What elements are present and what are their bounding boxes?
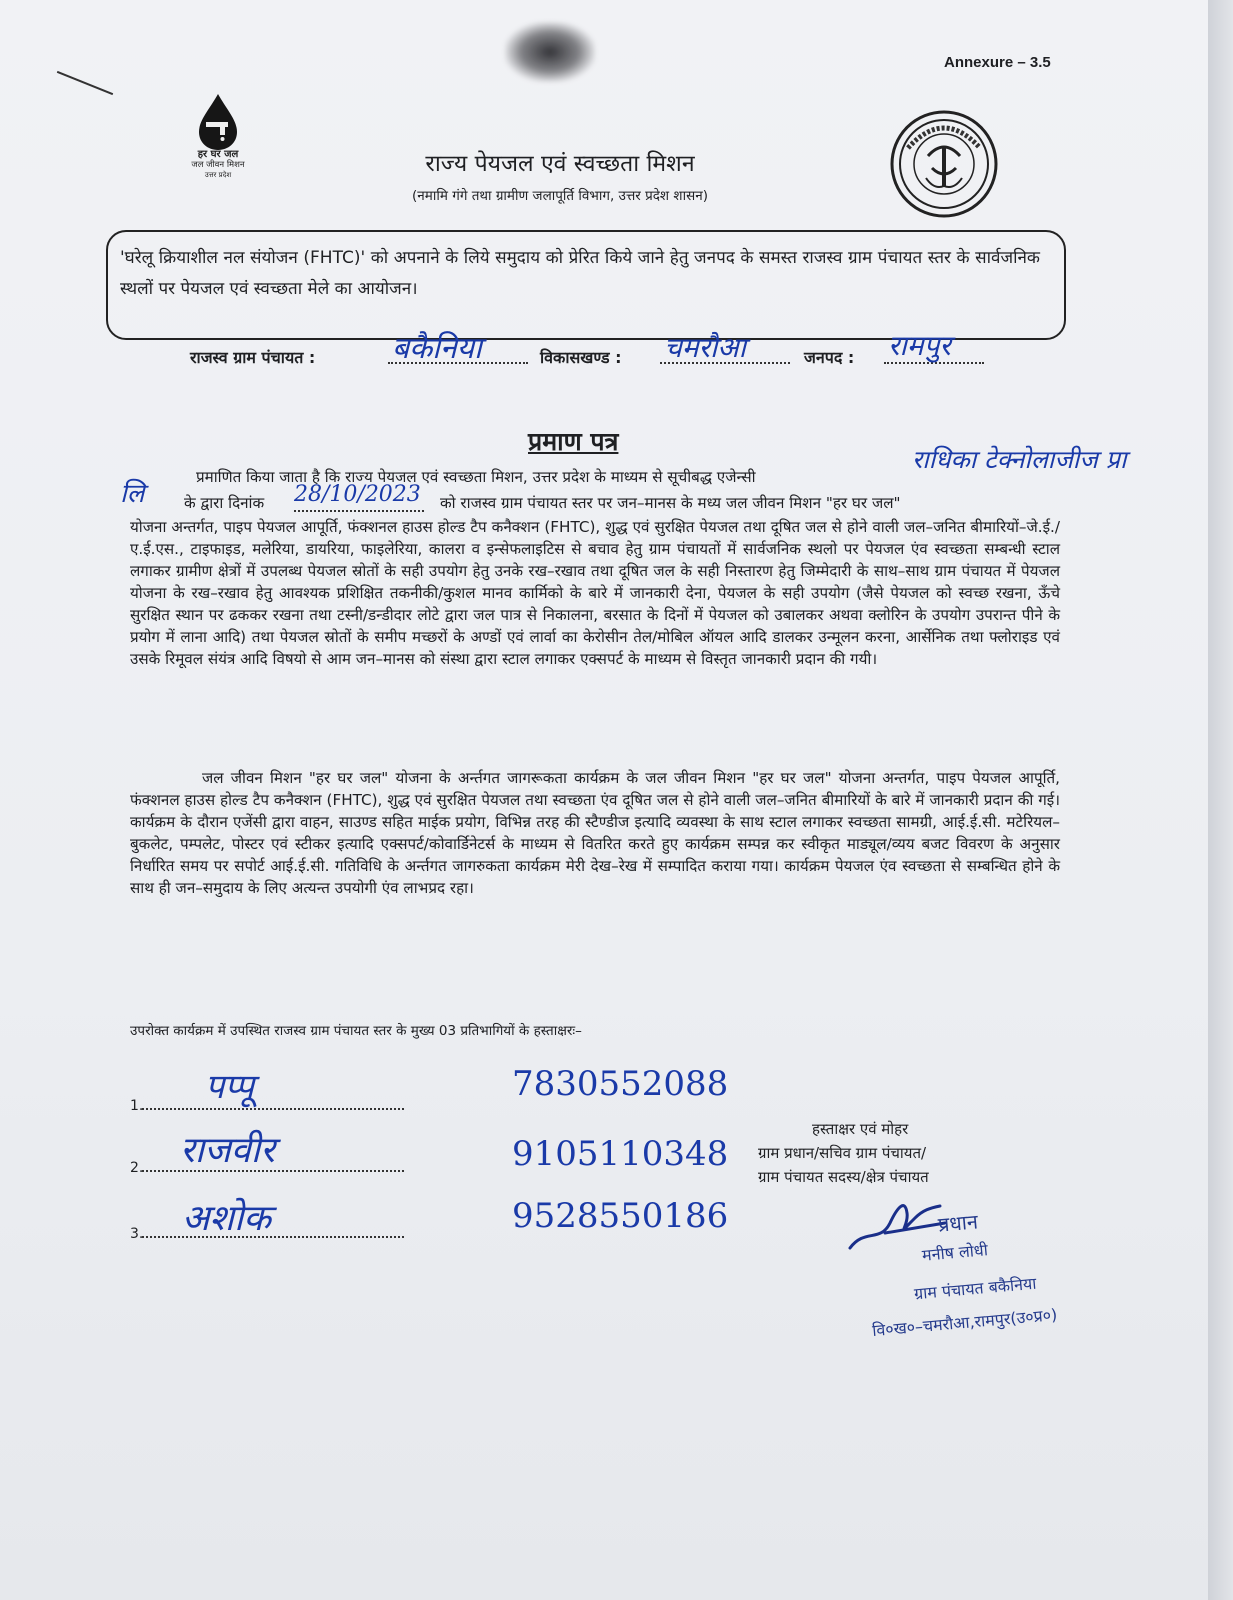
signatory-roles-line1: ग्राम प्रधान/सचिव ग्राम पंचायत/ <box>758 1144 927 1162</box>
gram-panchayat-value: बकैनिया <box>392 331 482 366</box>
para2-body: जल जीवन मिशन "हर घर जल" योजना के अर्न्तगत जागरूकता कार्यक्रम के जल जीवन मिशन "हर घर जल" योजना अन्तर्गत, पाइप पेयजल आपूर्ति, फंक्शनल हाउस होल्ड टैप कनैक्शन (FHTC), शुद्ध एवं सुरक्षित पेयजल तथा स्वच्छता एंव दूषित जल से होने वाली जल–जनित बीमारियों के बारे में जानकारी प्रदान की गई। कार्यक्रम के दौरान एजेंसी द्वारा वाहन, साउण्ड सहित माईक प्रयोग, विभिन्न तरह की स्टैण्डीज इत्यादि व्यवस्था के साथ स्टाल लगाकर स्वच्छता सामग्री, आई.ई.सी. मटेरियल–बुकलेट, पम्पलेट, पोस्टर एवं स्टीकर इत्यादि एक्सपर्ट/कोवार्डिनेटर्स के माध्यम से वितरित करते हुए कार्यक्रम सम्पन्न कर स्वीकृत माड्यूल/व्यय बजट विवरण के अनुसार निर्धारित समय पर सपोर्ट आई.ई.सी. गतिविधि के अर्न्तगत जागरुकता कार्यक्रम मेरी देख–रेख में सम्पादित कराया गया। कार्यक्रम पेयजल एंव स्वच्छता से सम्बन्धित होने के साथ ही जन–समुदाय के लिए अत्यन्त उपयोगी एंव लाभप्रद रहा। <box>130 769 1060 897</box>
participant-1-dotline <box>142 1108 404 1110</box>
participant-2-number: 2. <box>130 1160 144 1176</box>
redacted-smudge <box>505 22 595 82</box>
mission-subtitle: (नमामि गंगे तथा ग्रामीण जलापूर्ति विभाग, उत्तर प्रदेश शासन) <box>412 188 708 204</box>
para1-start: प्रमाणित किया जाता है कि राज्य पेयजल एवं स्वच्छता मिशन, उत्तर प्रदेश के माध्यम से सूचीबद्ध एजेन्सी <box>196 468 756 486</box>
stamp-panchayat: ग्राम पंचायत बकैनिया <box>913 1273 1038 1304</box>
up-government-emblem <box>888 108 1000 220</box>
emblem-icon <box>888 108 1000 220</box>
gram-panchayat-label: राजस्व ग्राम पंचायत : <box>190 348 316 367</box>
stamp-block: वि०ख०–चमरौआ,रामपुर(उ०प्र०) <box>871 1304 1058 1341</box>
agency-name-handwritten: राधिका टेक्नोलाजीज प्रा <box>912 445 1127 474</box>
participant-1-phone: 7830552088 <box>512 1064 729 1104</box>
participant-3-name: अशोक <box>182 1198 271 1239</box>
para1-date-label: के द्वारा दिनांक <box>184 494 265 512</box>
para1-body: योजना अन्तर्गत, पाइप पेयजल आपूर्ति, फंक्शनल हाउस होल्ड टैप कनैक्शन (FHTC), शुद्ध एवं सुरक्षित पेयजल तथा दूषित जल से होने वाली जल–जनित बीमारियों–जे.ई./ए.ई.एस., टाइफाइड, मलेरिया, डायरिया, फाइलेरिया, कालरा व इन्सेफलाइटिस से बचाव हेतु ग्राम पंचायतों में सार्वजनिक स्थलो पर पेयजल एंव स्वच्छता सम्बन्धी स्टाल लगाकर ग्रामीण क्षेत्रों में उपलब्ध पेयजल स्रोतों के सही उपयोग हेतु उनके रख–रखाव तथा दूषित जल के सही निस्तारण हेतु जिम्मेदारी के साथ–साथ ग्राम पंचायत में पेयजल योजना के रख–रखाव हेतु आवश्यक प्रशिक्षित तकनीकी/कुशल मानव कार्मिको के बारे में जानकारी देना, पेयजल के सही उपयोग (जैसे पेयजल को स्वच्छ रखना, ऊँचे सुरक्षित स्थान पर ढककर रखना तथा टस्नी/डन्डीदार लोटे द्वारा जल पात्र से निकालना, बरसात के दिनों में पेयजल को उबालकर अथवा क्लोरिन के उपयोग उपरान्त पीने के प्रयोग में लाना आदि) तथा पेयजल स्रोतों के समीप मच्छरों के अण्डों एवं लार्वा का केरोसीन तेल/मोबिल ऑयल आदि डालकर उन्मूलन करना, आर्सेनिक तथा फ्लोराइड एवं उसके रिमूवल संयंत्र आदि विषयो से आम जन–मानस को संस्था द्वारा स्टाल लगाकर एक्सपर्ट के माध्यम से विस्तृत जानकारी प्रदान की गयी। <box>130 518 1060 668</box>
participant-2-name: राजवीर <box>180 1130 275 1171</box>
logo-caption-line2: जल जीवन मिशन <box>191 160 245 170</box>
date-handwritten: 28/10/2023 <box>294 482 421 507</box>
har-ghar-jal-logo <box>173 92 263 187</box>
signature-seal-label: हस्ताक्षर एवं मोहर <box>812 1120 909 1138</box>
signatory-roles-line2: ग्राम पंचायत सदस्य/क्षेत्र पंचायत <box>758 1168 929 1186</box>
page-edge <box>1208 0 1233 1600</box>
participants-intro: उपरोक्त कार्यक्रम में उपस्थित राजस्व ग्राम पंचायत स्तर के मुख्य 03 प्रतिभागियों के हस्ताक्षरः– <box>130 1023 582 1039</box>
water-drop-icon <box>173 92 263 152</box>
notice-text: 'घरेलू क्रियाशील नल संयोजन (FHTC)' को अपनाने के लिये समुदाय को प्रेरित किये जाने हेतु जनपद के समस्त राजस्व ग्राम पंचायत स्तर के सार्वजनिक स्थलों पर पेयजल एवं स्वच्छता मेले का आयोजन। <box>120 248 1040 299</box>
agency-name-handwritten-2: लि <box>120 479 145 509</box>
participant-3-number: 3. <box>130 1226 144 1242</box>
stamp-title: प्रधान <box>937 1209 979 1237</box>
date-dotline <box>294 510 424 512</box>
janpad-value: रामपुर <box>888 329 951 362</box>
para1-after-date: को राजस्व ग्राम पंचायत स्तर पर जन–मानस के मध्य जल जीवन मिशन "हर घर जल" <box>440 494 901 512</box>
janpad-label: जनपद : <box>804 348 855 367</box>
vikaskhand-label: विकासखण्ड : <box>540 348 622 367</box>
logo-caption-line1: हर घर जल <box>197 149 239 160</box>
participant-2-phone: 9105110348 <box>512 1134 729 1174</box>
participant-1-name: पप्पू <box>205 1067 255 1107</box>
mission-title: राज्य पेयजल एवं स्वच्छता मिशन <box>425 151 695 177</box>
participant-3-phone: 9528550186 <box>512 1196 729 1236</box>
stamp-name: मनीष लोधी <box>921 1240 989 1265</box>
participant-1-number: 1. <box>130 1098 144 1114</box>
annexure-label: Annexure – 3.5 <box>944 54 1051 71</box>
logo-caption-line3: उत्तर प्रदेश <box>204 171 232 179</box>
certificate-heading: प्रमाण पत्र <box>528 427 619 456</box>
vikaskhand-value: चमरौआ <box>664 331 746 364</box>
